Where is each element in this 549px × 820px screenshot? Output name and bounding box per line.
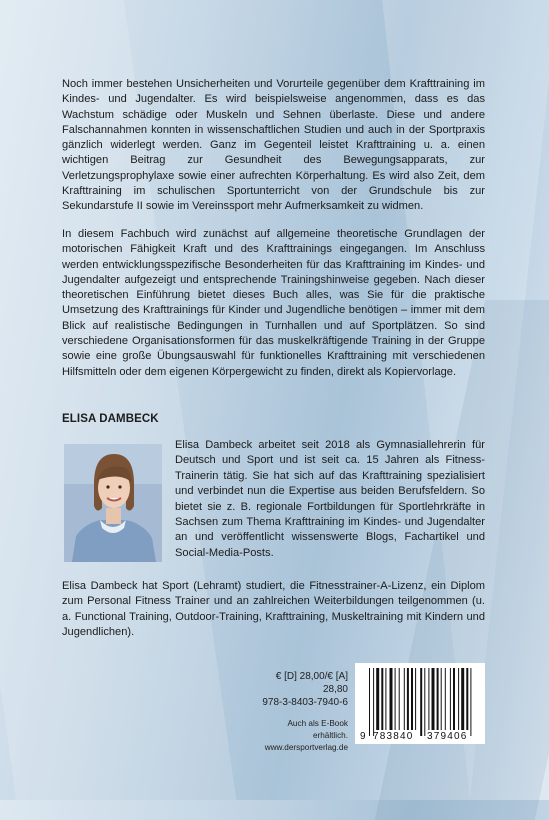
publisher-website: www.dersportverlag.de	[264, 742, 348, 752]
isbn-barcode	[355, 663, 485, 744]
imprint-block	[260, 670, 348, 754]
author-bio-paragraph-1: Elisa Dambeck arbeitet seit 2018 als Gymnasiallehrerin für Deutsch und Sport und ist seit ca. 15 Jahren als Fitness-Trainerin tätig. Sie hat sich auf das Krafttraining spezialisiert und verbindet nun die Expertise aus beiden Berufsfeldern. So bietet sie z. B. regionale Fortbildungen für Sportlehrkräfte in Sachsen zum Thema Krafttraining im Kindes- und Jugendalter an und veröffentlicht wissenswerte Blogs, Fachartikel und Social-Media-Posts.	[175, 439, 485, 559]
description-paragraph-1: Noch immer bestehen Unsicherheiten und Vorurteile gegenüber dem Krafttraining im Kindes- und Jugendalter. Es wird beispielsweise angenommen, dass es das Wachstum schädige oder Muskeln und Sehnen überlaste. Diese und andere Falschannahmen konnten in wissenschaftlichen Studien und auch in der Sportpraxis gänzlich widerlegt werden. Ganz im Gegenteil leistet Krafttraining u. a. einen wichtigen Beitrag zur Gesundheit des Bewegungsapparats, zur Verletzungsprophylaxe sowie einer aufrechten Körperhaltung. Es wird also Zeit, dem Krafttraining im schulischen Sportunterricht von der Grundschule bis zur Sekundarstufe II sowie im Vereinssport mehr Aufmerksamkeit zu widmen.	[62, 78, 485, 213]
barcode-digits-middle: 783840	[373, 731, 414, 742]
barcode-digits	[355, 663, 485, 744]
author-portrait-illustration	[64, 444, 162, 562]
author-name-heading: ELISA DAMBECK	[62, 413, 159, 425]
barcode-digit-left: 9	[360, 731, 366, 742]
barcode-digits-right: 379406	[427, 731, 468, 742]
author-bio-paragraph-2: Elisa Dambeck hat Sport (Lehramt) studiert, die Fitnesstrainer-A-Lizenz, ein Diplom zum Personal Fitness Trainer und an zahlreichen Weiterbildungen teilgenommen (u. a. Functional Training, Outdoor-Training, Krafttraining, Muskeltraining mit Kindern und Jugendlichen).	[62, 580, 485, 638]
author-photo	[64, 444, 162, 562]
price-text: € [D] 28,00/€ [A] 28,80	[275, 671, 348, 696]
description-paragraph-2: In diesem Fachbuch wird zunächst auf allgemeine theoretische Grundlagen der motorischen Fähigkeit Kraft und des Krafttrainings eingegangen. Im Anschluss werden entwicklungsspezifische Besonderheiten für das Krafttraining im Kindes- und Jugendalter aufgezeigt und entsprechende Trainingshinweise gegeben. Nach dieser theoretischen Einführung bietet dieses Buch alles, was Sie für die praktische Umsetzung des Krafttrainings für Kinder und Jugendliche benötigen – immer mit dem Blick auf realistische Bedingungen in Turnhallen und auf Sportplätzen. So sind verschiedene Organisationsformen für das muskelkräftigende Training in der Gruppe sowie eine große Übungsauswahl für funktionelles Krafttraining mit verschiedenen Hilfsmitteln oder dem eigenen Körpergewicht zu finden, direkt als Kopiervorlage.	[62, 228, 485, 378]
isbn-text: 978-3-8403-7940-6	[262, 697, 348, 709]
ebook-note: Auch als E-Book erhältlich.	[287, 718, 348, 740]
